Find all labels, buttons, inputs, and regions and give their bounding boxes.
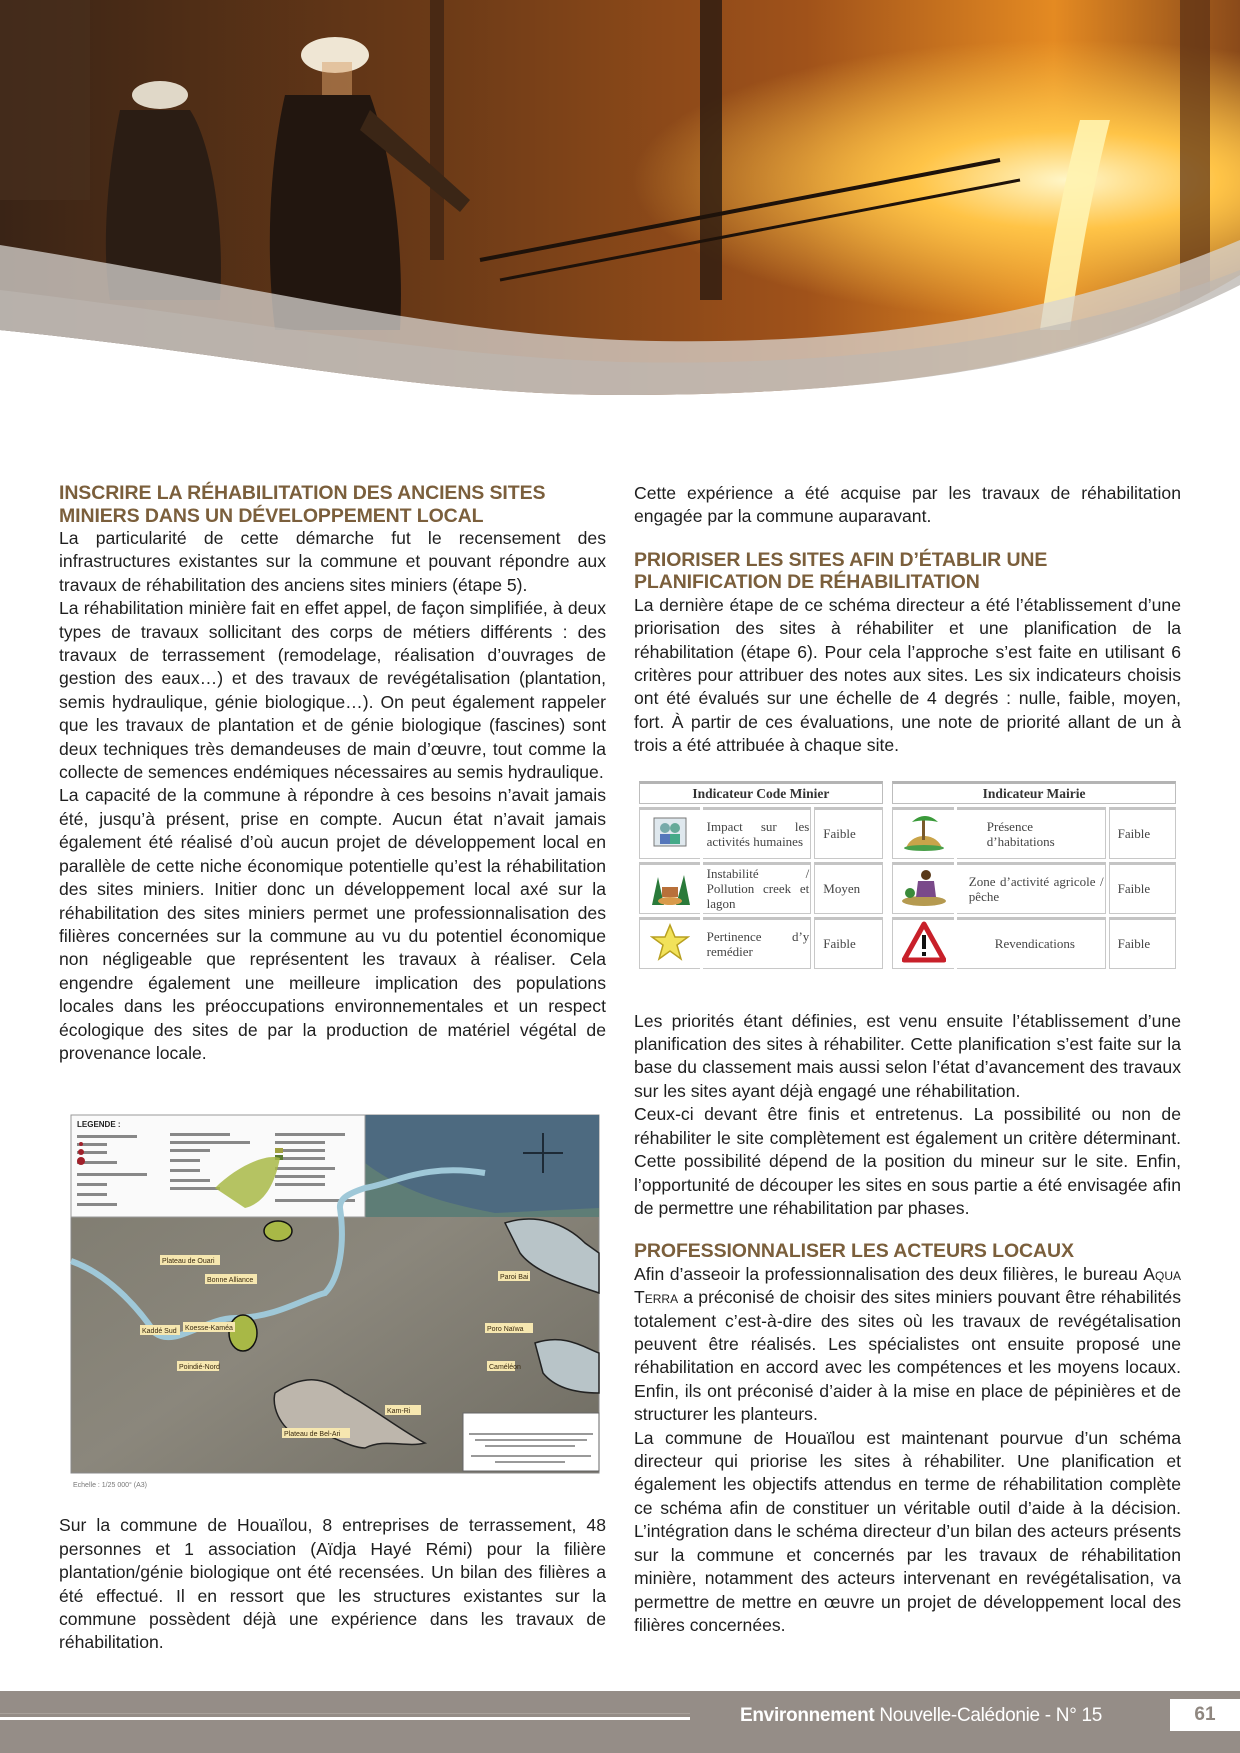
star-icon [650,922,690,962]
publication-title: Environnement Nouvelle-Calédonie - N° 15 [740,1705,1103,1726]
hero-photo [0,0,1240,400]
warning-icon [902,921,946,963]
indicator-table [636,778,1179,972]
map-label: Kam-Ri [387,1408,411,1416]
indicator-label: Revendications [957,917,1106,969]
table-row [639,807,1176,859]
map-label: Poro Naïwa [487,1326,524,1334]
indicator-value: Faible [814,917,882,969]
section-heading-inscrire: INSCRIRE LA RÉHABILITATION DES ANCIENS SITES MINIERS DANS UN DÉVELOPPEMENT LOCAL [59,482,546,527]
map-scale: Echelle : 1/25 000° (A3) [73,1482,148,1490]
paragraph: La particularité de cette démarche fut le recensement des infrastructures existantes sur la commune et pouvant répondre aux travaux de réhabilitation des anciens sites miniers (étape 5). [59,528,606,595]
foundry-photo-illustration [0,0,1240,400]
farmer-icon [900,867,948,907]
paragraph: Les priorités étant définies, est venu ensuite l’établissement d’une planification des sites à réhabiliter. Cette planification s’est faite sur la base du classement mais aussi selon l’état d’avancement des travaux sur les sites ayant déjà engagé une réhabilitation. [634,1010,1181,1101]
table-row [639,862,1176,914]
header-code-minier: Indicateur Code Minier [639,781,883,804]
paragraph: Sur la commune de Houaïlou, 8 entreprises de terrassement, 48 personnes et 1 association (Aïdja Hayé Rémi) pour la filière plantation/génie biologique ont été recensées. Un bilan des filières a été effectué. Il en ressort que les structures existantes sur la commune possèdent déjà une expérience dans les travaux de réhabilitation. [59,1515,606,1653]
indicator-label: Instabilité / Pollution creek et lagon [703,862,812,914]
brand-name: Aqua Terra [634,1263,1181,1308]
paragraph: La capacité de la commune à répondre à ces besoins n’avait jamais été, jusqu’à présent, prise en compte. Aucun état n’avait jamais également été réalisé d’où aucun projet de développement local en parallèle de cette niche économique potentielle qu’est la réhabilitation des sites miniers. Initier donc un développement local axé sur la réhabilitation des sites miniers permet une professionnalisation des filières concernées sur la commune au vu du potentiel économique non négligeable que représentent les travaux à réaliser. Cela engendre également une meilleure implication des populations locales dans les préoccupations environnementales et un respect écologique des sites de par la production de matériel végétal de provenance locale. [59,785,606,1063]
map-label: Plateau de Bel-Ari [284,1431,341,1439]
paragraph: La réhabilitation minière fait en effet appel, de façon simplifiée, à deux types de travaux sollicitant des corps de métiers différents : des travaux de terrassement (remodelage, réalisation d’ouvrages de gestion des eaux…) et des travaux de revégétalisation (plantation, semis hydraulique, génie biologique…). On peut également rappeler que les travaux de plantation et de génie biologique (fascines) sont deux techniques très demandeuses de main d’œuvre, tout comme la collecte de semences endémiques nécessaires au semis hydraulique. [59,598,606,783]
map-label: Bonne Alliance [207,1277,254,1285]
people-icon [652,816,688,848]
section-heading-prioriser: PRIORISER LES SITES AFIN D’ÉTABLIR UNE PLANIFICATION DE RÉHABILITATION [634,548,1048,594]
indicator-label: Pertinence d’y remédier [703,917,812,969]
indicator-label: Zone d’activité agricole / pêche [957,862,1106,914]
page-number: 61 [1170,1699,1240,1731]
page-footer [0,1691,1240,1753]
table-row [639,917,1176,969]
indicator-value: Faible [1109,807,1176,859]
map-label: Kaddé Sud [142,1328,177,1336]
footer-divider [0,1713,690,1714]
map-label: Poindié-Nord [179,1364,220,1372]
indicator-value: Faible [814,807,882,859]
island-hut-icon [902,812,946,852]
satellite-map [65,1103,605,1508]
indicator-label: Impact sur les activités humaines [703,807,812,859]
paragraph: Afin d’asseoir la professionnalisation des deux filières, le bureau Aqua Terra a préconisé de choisir des sites miniers pouvant être réhabilités totalement c’est-à-dire des sites où les travaux de revégétalisation peuvent être réalisés. Les spécialistes ont ensuite proposé une réhabilitation en accord avec les compétences et les moyens locaux. Enfin, ils ont préconisé d’aider à la mise en place de pépinières et de structurer les planteurs. [634,1263,1181,1425]
map-label: Caméléon [489,1364,521,1372]
landscape-icon [648,867,692,907]
indicator-value: Faible [1109,862,1176,914]
site-map-figure [65,1103,605,1508]
paragraph: Ceux-ci devant être finis et entretenus. La possibilité ou non de réhabiliter le site complètement est également un critère déterminant. Cette possibilité dépend de la position du mineur sur le site. Enfin, l’opportunité de découper les sites en sous partie a été envisagée afin de permettre une réhabilitation par phases. [634,1104,1181,1218]
indicator-label: Présence d’habitations [957,807,1106,859]
paragraph: Cette expérience a été acquise par les travaux de réhabilitation engagée par la commune auparavant. [634,483,1181,527]
indicator-value: Faible [1109,917,1176,969]
paragraph: La dernière étape de ce schéma directeur a été l’établissement d’une priorisation des sites à réhabiliter et une planification de la réhabilitation (étape 6). Pour cela l’approche s’est faite en utilisant 6 critères pour attribuer des notes aux sites. Les six indicateurs choisis ont été évalués sur une échelle de 4 degrés : nulle, faible, moyen, fort. À partir de ces évaluations, une note de priorité allant de un à trois a été attribuée à chaque site. [634,594,1181,756]
right-column [634,482,1181,1637]
footer-rule [0,1717,690,1720]
map-label: Paroi Bai [500,1274,529,1282]
section-heading-professionnaliser: PROFESSIONNALISER LES ACTEURS LOCAUX [634,1240,1074,1263]
legend-title: LEGENDE : [77,1120,121,1130]
indicator-value: Moyen [814,862,882,914]
header-mairie: Indicateur Mairie [892,781,1176,804]
left-column [59,482,606,1655]
map-label: Koesse-Kaméa [185,1325,233,1333]
map-label: Plateau de Ouari [162,1258,215,1266]
paragraph: La commune de Houaïlou est maintenant pourvue d’un schéma directeur qui priorise les sites à réhabiliter. Une planification et également les objectifs attendus en terme de réhabilitation complète ce schéma afin de constituer un véritable outil d’aide à la décision. L’intégration dans le schéma directeur d’un bilan des acteurs présents sur la commune et concernés par les travaux de réhabilitation minière, notamment des acteurs intervenant en revégétalisation, va permettre de mettre en œuvre un projet de développement local des filières concernées. [634,1427,1181,1635]
